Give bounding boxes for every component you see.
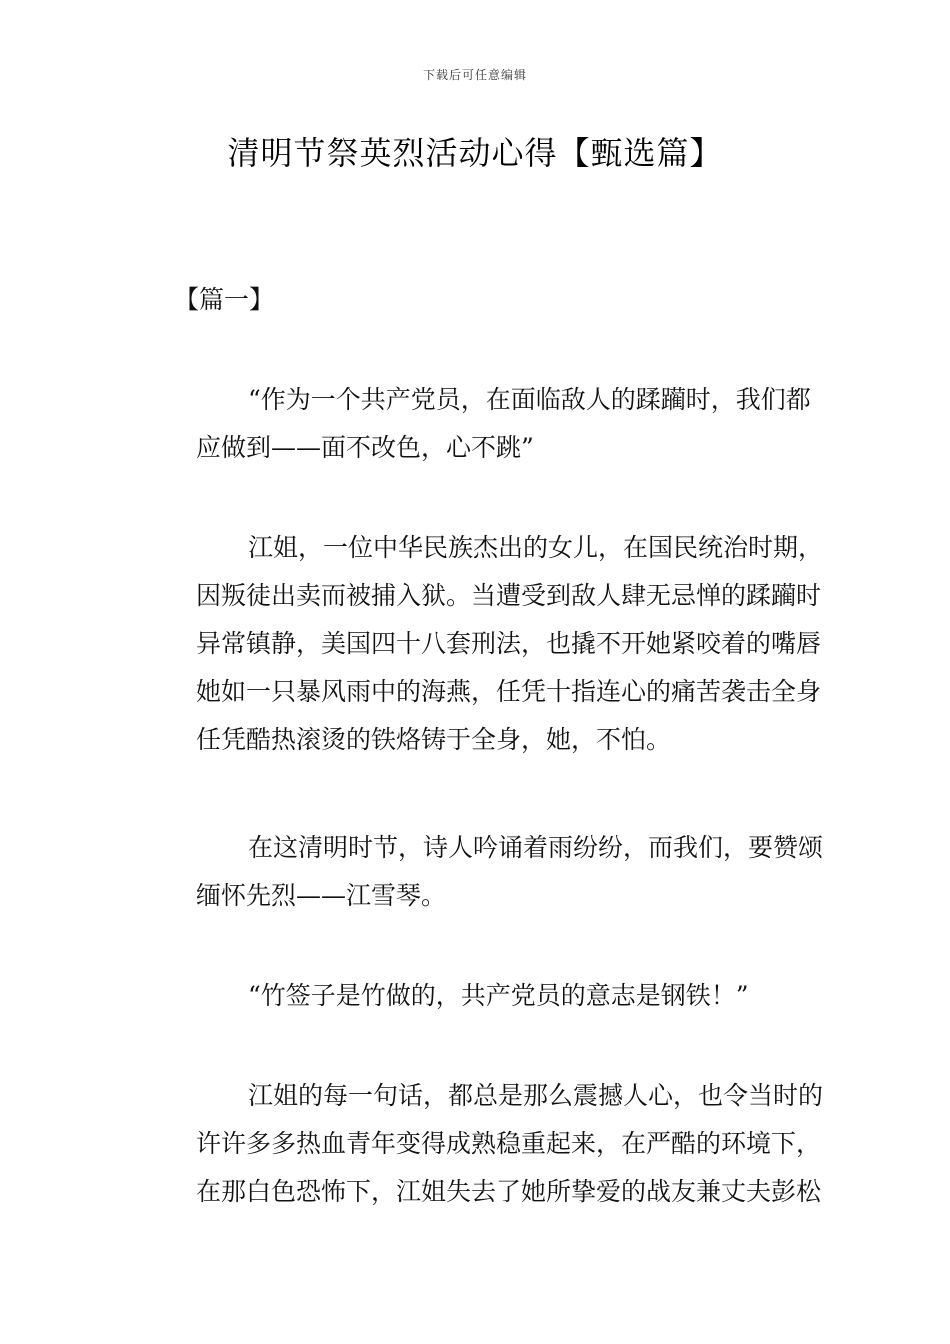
paragraph-line: 异常镇静，美国四十八套刑法，也撬不开她紧咬着的嘴唇: [196, 629, 822, 658]
paragraph-1: [146, 376, 811, 472]
paragraph-line: 因叛徒出卖而被捕入狱。当遭受到敌人肆无忌惮的蹂躏时: [196, 581, 822, 610]
paragraph-line: 在那白色恐怖下，江姐失去了她所挚爱的战友兼丈夫彭松: [196, 1177, 822, 1206]
paragraph-line: 江姐的每一句话，都总是那么震撼人心，也令当时的: [248, 1081, 824, 1110]
paragraph-line: 在这清明时节，诗人吟诵着雨纷纷，而我们，要赞颂: [248, 833, 824, 862]
paragraph-line: 任凭酷热滚烫的铁烙铸于全身，她，不怕。: [196, 725, 672, 754]
paragraph-line: “竹签子是竹做的，共产党员的意志是钢铁！”: [248, 981, 749, 1010]
paragraph-line: 应做到——面不改色，心不跳”: [196, 433, 534, 462]
paragraph-5: [146, 1072, 824, 1216]
paragraph-4: [146, 972, 808, 1020]
paragraph-2: [146, 524, 824, 764]
paragraph-line: “作为一个共产党员，在面临敌人的蹂躏时，我们都: [248, 385, 811, 414]
section-heading: 【篇一】: [174, 285, 275, 314]
paragraph-line: 她如一只暴风雨中的海燕，任凭十指连心的痛苦袭击全身: [196, 677, 822, 706]
paragraph-line: 缅怀先烈——江雪琴。: [196, 881, 447, 910]
page-title: 清明节祭英烈活动心得【甄选篇】: [227, 134, 723, 172]
header-note: 下载后可任意编辑: [422, 68, 527, 82]
paragraph-line: 江姐，一位中华民族杰出的女儿，在国民统治时期，: [248, 533, 824, 562]
paragraph-line: 许许多多热血青年变得成熟稳重起来，在严酷的环境下，: [196, 1129, 822, 1158]
paragraph-3: [146, 824, 824, 920]
